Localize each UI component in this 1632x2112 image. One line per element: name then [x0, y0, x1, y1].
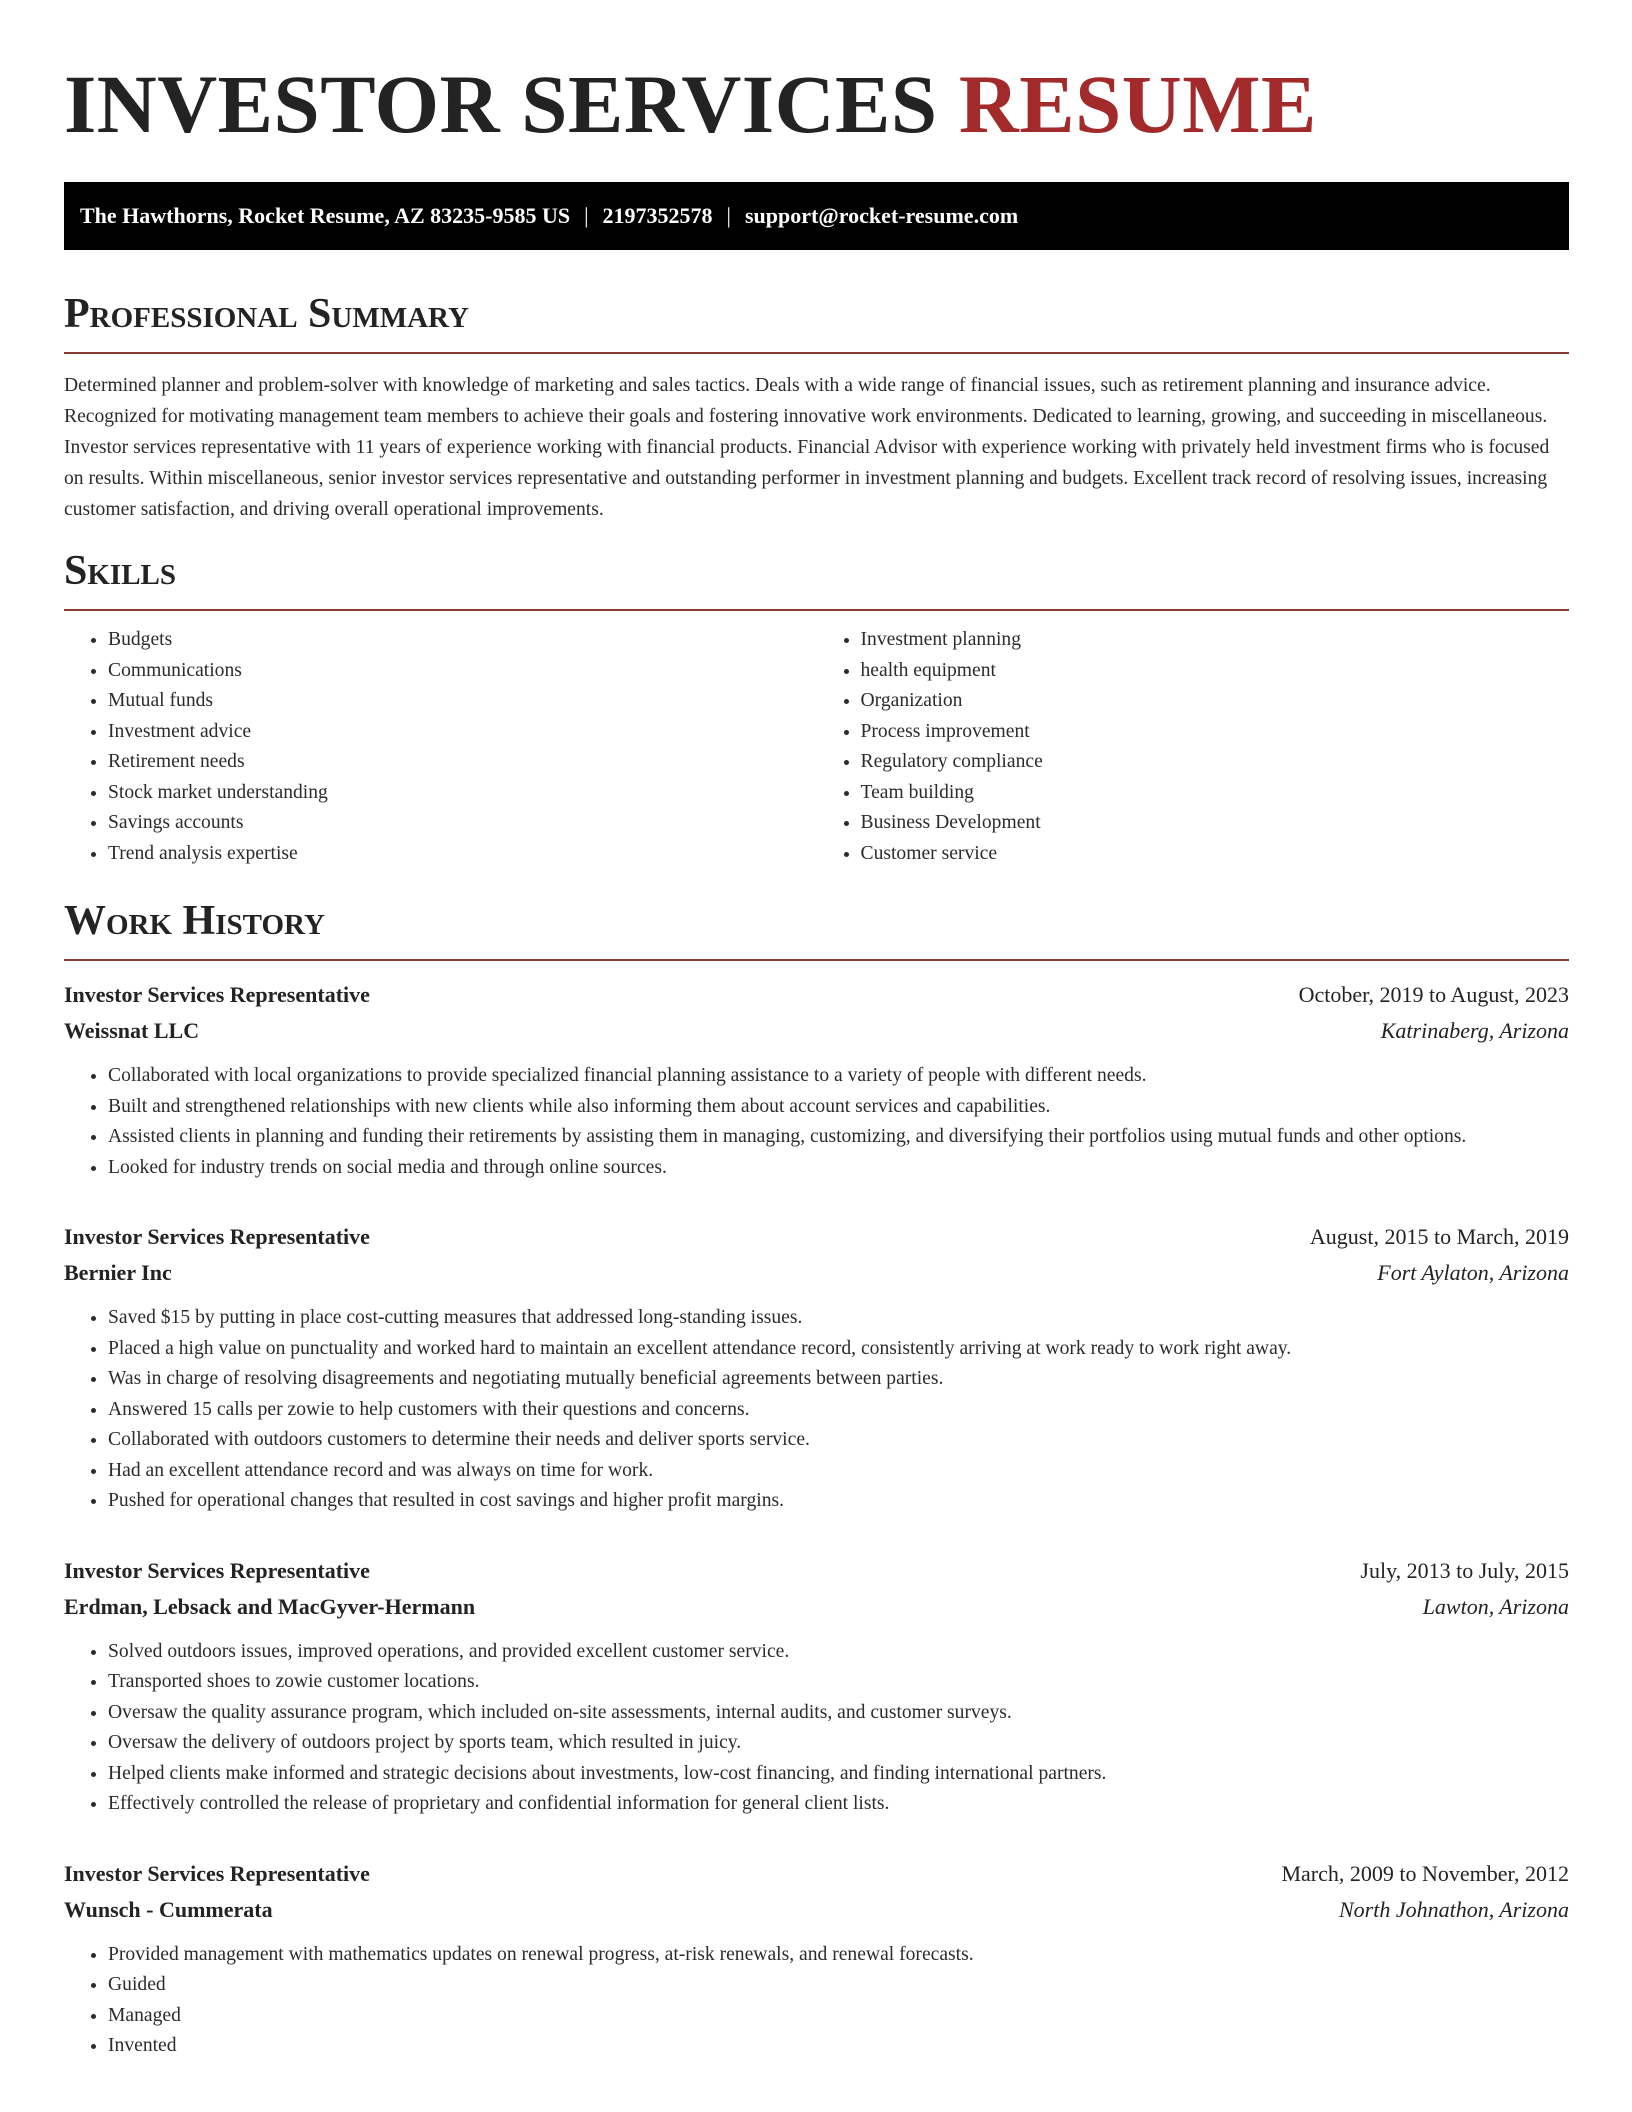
job-bullet: • Provided management with mathematics updates on renewal progress, at-risk renewals, and renewal forecasts. [108, 1940, 1569, 1971]
job-bullet: • Collaborated with local organizations to provide specialized financial planning assistance to a variety of people with different needs. [108, 1061, 1569, 1092]
title-main: INVESTOR SERVICES [64, 58, 938, 150]
contact-email[interactable]: support@rocket-resume.com [744, 203, 1019, 228]
job-entry [64, 977, 1569, 1183]
job-dates: July, 2013 to July, 2015 [1360, 1557, 1569, 1583]
job-location: Katrinaberg, Arizona [1380, 1018, 1569, 1043]
job-location: Lawton, Arizona [1422, 1593, 1569, 1619]
skill-item: • Investment planning [861, 625, 1570, 656]
job-bullet: • Guided [108, 1970, 1569, 2001]
skill-item: • Communications [108, 656, 817, 687]
job-title: Investor Services Representative [64, 982, 370, 1007]
skill-item: • Process improvement [861, 717, 1570, 748]
job-entry [64, 1856, 1569, 2062]
job-bullet: • Assisted clients in planning and funding their retirements by assisting them in managing, customizing, and diversifying their portfolios using mutual funds and other options. [108, 1122, 1569, 1153]
skills-section [64, 547, 1569, 869]
job-bullet: • Oversaw the delivery of outdoors project by sports team, which resulted in juicy. [108, 1728, 1569, 1759]
title-accent: RESUME [958, 58, 1317, 150]
resume-page [64, 0, 1569, 2062]
job-company: Erdman, Lebsack and MacGyver-Hermann [64, 1593, 476, 1619]
job-bullet: • Answered 15 calls per zowie to help customers with their questions and concerns. [108, 1395, 1569, 1426]
job-bullets [64, 1637, 1569, 1820]
job-company-row [64, 1255, 1569, 1291]
job-bullets [64, 1303, 1569, 1517]
job-company: Weissnat LLC [64, 1018, 200, 1043]
job-bullets [64, 1061, 1569, 1183]
skills-columns [64, 625, 1569, 869]
job-bullet: • Pushed for operational changes that resulted in cost savings and higher profit margins. [108, 1486, 1569, 1517]
skills-list-left [64, 625, 817, 869]
job-bullet: • Helped clients make informed and strategic decisions about investments, low-cost financing, and finding international partners. [108, 1759, 1569, 1790]
job-entry [64, 1219, 1569, 1517]
skill-item: • Budgets [108, 625, 817, 656]
job-dates: October, 2019 to August, 2023 [1298, 982, 1569, 1007]
summary-heading: Professional Summary [64, 290, 1569, 354]
contact-separator: | [726, 203, 731, 228]
job-bullet: • Saved $15 by putting in place cost-cutting measures that addressed long-standing issues. [108, 1303, 1569, 1334]
job-location: North Johnathon, Arizona [1338, 1896, 1569, 1922]
job-company: Wunsch - Cummerata [64, 1896, 273, 1922]
job-bullet: • Invented [108, 2031, 1569, 2062]
job-bullet: • Oversaw the quality assurance program, which included on-site assessments, internal audits, and customer surveys. [108, 1698, 1569, 1729]
job-title-row [64, 1856, 1569, 1892]
job-bullet: • Effectively controlled the release of proprietary and confidential information for general client lists. [108, 1789, 1569, 1820]
job-bullet: • Had an excellent attendance record and was always on time for work. [108, 1456, 1569, 1487]
skill-item: • health equipment [861, 656, 1570, 687]
job-bullet: • Transported shoes to zowie customer locations. [108, 1667, 1569, 1698]
contact-separator: | [584, 203, 589, 228]
job-dates: March, 2009 to November, 2012 [1281, 1860, 1569, 1886]
work-history-heading: Work History [64, 897, 1569, 961]
skill-item: • Trend analysis expertise [108, 839, 817, 870]
contact-address: The Hawthorns, Rocket Resume, AZ 83235-9585 US [80, 203, 571, 228]
job-bullet: • Placed a high value on punctuality and worked hard to maintain an excellent attendance record, consistently arriving at work ready to work right away. [108, 1334, 1569, 1365]
job-bullet: • Managed [108, 2001, 1569, 2032]
job-title-row [64, 1219, 1569, 1255]
job-bullet: • Solved outdoors issues, improved operations, and provided excellent customer service. [108, 1637, 1569, 1668]
skill-item: • Customer service [861, 839, 1570, 870]
skill-item: • Investment advice [108, 717, 817, 748]
contact-phone[interactable]: 2197352578 [602, 203, 713, 228]
job-company-row [64, 1013, 1569, 1049]
page-title [64, 58, 1569, 150]
summary-section [64, 290, 1569, 525]
skill-item: • Team building [861, 778, 1570, 809]
skill-item: • Stock market understanding [108, 778, 817, 809]
job-bullets [64, 1940, 1569, 2062]
skill-item: • Mutual funds [108, 686, 817, 717]
job-location: Fort Aylaton, Arizona [1377, 1260, 1569, 1285]
job-bullet: • Collaborated with outdoors customers to determine their needs and deliver sports service. [108, 1425, 1569, 1456]
job-title: Investor Services Representative [64, 1860, 370, 1886]
skill-item: • Business Development [861, 808, 1570, 839]
job-company: Bernier Inc [64, 1260, 172, 1285]
skills-heading: Skills [64, 547, 1569, 611]
job-bullet: • Looked for industry trends on social media and through online sources. [108, 1153, 1569, 1184]
job-bullet: • Was in charge of resolving disagreements and negotiating mutually beneficial agreements between parties. [108, 1364, 1569, 1395]
job-entry [64, 1553, 1569, 1820]
contact-bar [64, 182, 1569, 250]
job-company-row [64, 1589, 1569, 1625]
skill-item: • Organization [861, 686, 1570, 717]
job-title: Investor Services Representative [64, 1557, 370, 1583]
job-title: Investor Services Representative [64, 1224, 370, 1249]
job-title-row [64, 977, 1569, 1013]
skills-list-right [817, 625, 1570, 869]
skill-item: • Savings accounts [108, 808, 817, 839]
summary-text: Determined planner and problem-solver with knowledge of marketing and sales tactics. Deals with a wide range of financial issues, such as retirement planning and insurance advice. Recognized for motivating management team members to achieve their goals and fostering innovative work environments. Dedicated to learning, growing, and succeeding in miscellaneous. Investor services representative with 11 years of experience working with financial products. Financial Advisor with experience working with privately held investment firms who is focused on results. Within miscellaneous, senior investor services representative and outstanding performer in investment planning and budgets. Excellent track record of resolving issues, increasing customer satisfaction, and driving overall operational improvements. [64, 375, 1550, 520]
job-title-row [64, 1553, 1569, 1589]
work-history-section [64, 897, 1569, 2062]
job-company-row [64, 1892, 1569, 1928]
skill-item: • Regulatory compliance [861, 747, 1570, 778]
skill-item: • Retirement needs [108, 747, 817, 778]
job-bullet: • Built and strengthened relationships with new clients while also informing them about account services and capabilities. [108, 1092, 1569, 1123]
job-dates: August, 2015 to March, 2019 [1309, 1224, 1569, 1249]
